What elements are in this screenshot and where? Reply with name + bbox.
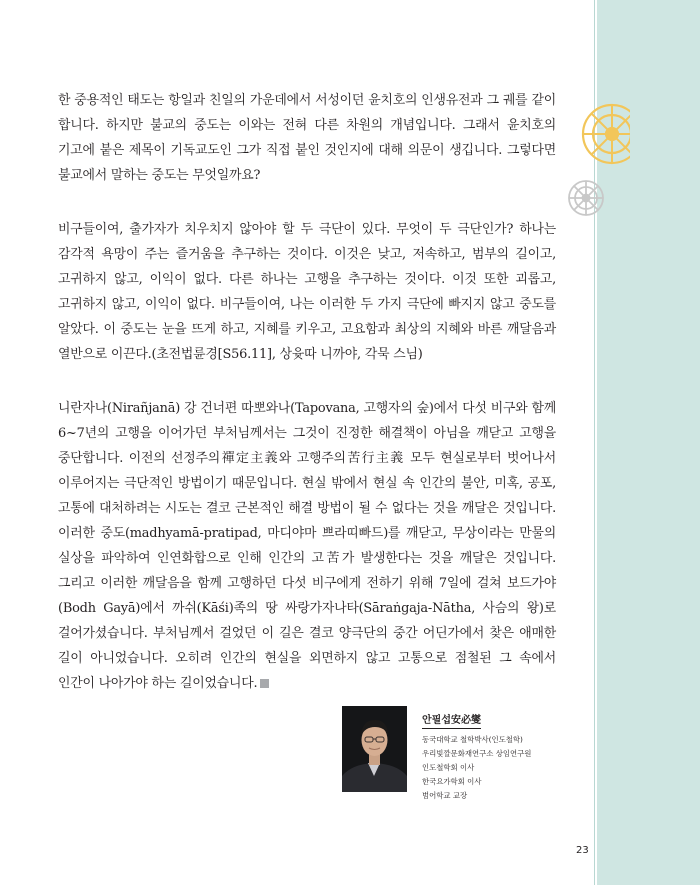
paragraph-text: 비구들이여, 출가자가 치우치지 않아야 할 두 극단이 있다. 무엇이 두 극단인가? 하나는 감각적 욕망이 주는 즐거움을 추구하는 것이다. 이것은 낮고, 저속하고, 범부의 길이고, 고귀하지 않고, 이익이 없다. 다른 하나는 고행을 추구하는 것이다. 이것 또한 괴롭고, 고귀하지 않고, 이익이 없다. 비구들이여, 나는 이러한 두 가지 극단에 빠지지 않고 중도를 알았다. 이 중도는 눈을 뜨게 하고, 지혜를 키우고, 고요함과 최상의 지혜와 바른 깨달음과 열반으로 이끈다.(초전법륜경[S56.11], 상윳따 니까야, 각묵 스님) bbox=[58, 222, 556, 362]
end-square-icon bbox=[260, 679, 269, 688]
body-paragraph bbox=[58, 88, 556, 188]
author-info bbox=[422, 708, 612, 803]
dharma-wheel-icon bbox=[578, 100, 630, 168]
author-photo bbox=[342, 706, 407, 792]
body-paragraph bbox=[58, 396, 556, 696]
author-name: 안필섭安必燮 bbox=[422, 711, 481, 729]
author-credential: 범어학교 교장 bbox=[422, 791, 468, 800]
author-credential: 인도철학회 이사 bbox=[422, 763, 475, 772]
paragraph-text: 한 중용적인 태도는 항일과 친일의 가운데에서 서성이던 윤치호의 인생유전과 그 궤를 같이 합니다. 하지만 불교의 중도는 이와는 전혀 다른 차원의 개념입니다. 그래서 윤치호의 기고에 붙은 제목이 기독교도인 그가 직접 붙인 것인지에 대해 의문이 생깁니다. 그렇다면 불교에서 말하는 중도는 무엇일까요? bbox=[58, 93, 556, 183]
author-credential: 동국대학교 철학박사(인도철학) bbox=[422, 735, 523, 744]
author-credential: 한국요가학회 이사 bbox=[422, 777, 482, 786]
dharma-wheel-icon bbox=[566, 178, 606, 218]
paragraph-text: 니란자나(Nirañjanā) 강 건너편 따뽀와나(Tapovana, 고행자의 숲)에서 다섯 비구와 함께 6~7년의 고행을 이어가던 부처님께서는 그것이 진정한 해결책이 아님을 깨닫고 고행을 중단합니다. 이전의 선정주의禪定主義와 고행주의苦行主義 모두 현실로부터 벗어나서 이루어지는 극단적인 방법이기 때문입니다. 현실 밖에서 현실 속 인간의 불안, 미혹, 공포, 고통에 대처하려는 시도는 결코 근본적인 해결 방법이 될 수 없다는 것을 깨달은 것입니다. 이러한 중도(madhyamā-pratipad, 마디야마 쁘라띠빠드)를 깨닫고, 무상이라는 만물의 실상을 파악하여 인연화합으로 인해 인간의 고苦가 발생한다는 것을 깨달은 것입니다. 그리고 이러한 깨달음을 함께 고행하던 다섯 비구에게 전하기 위해 7일에 걸쳐 보드가야(Bodh Gayā)에서 까쉬(Kāśi)족의 땅 싸랑가자나타(Sāraṅgaja-Nātha, 사슴의 왕)로 걸어가셨습니다. 부처님께서 걸었던 이 길은 결코 양극단의 중간 어딘가에서 찾은 애매한 길이 아니었습니다. 오히려 인간의 현실을 외면하지 않고 고통으로 점철된 그 속에서 인간이 나아가야 하는 길이었습니다. bbox=[58, 401, 556, 691]
author-credential: 우리빛깔문화재연구소 상임연구원 bbox=[422, 749, 532, 758]
page-number: 23 bbox=[576, 845, 589, 856]
article-body bbox=[58, 88, 556, 725]
sutra-quote-paragraph bbox=[58, 217, 556, 367]
